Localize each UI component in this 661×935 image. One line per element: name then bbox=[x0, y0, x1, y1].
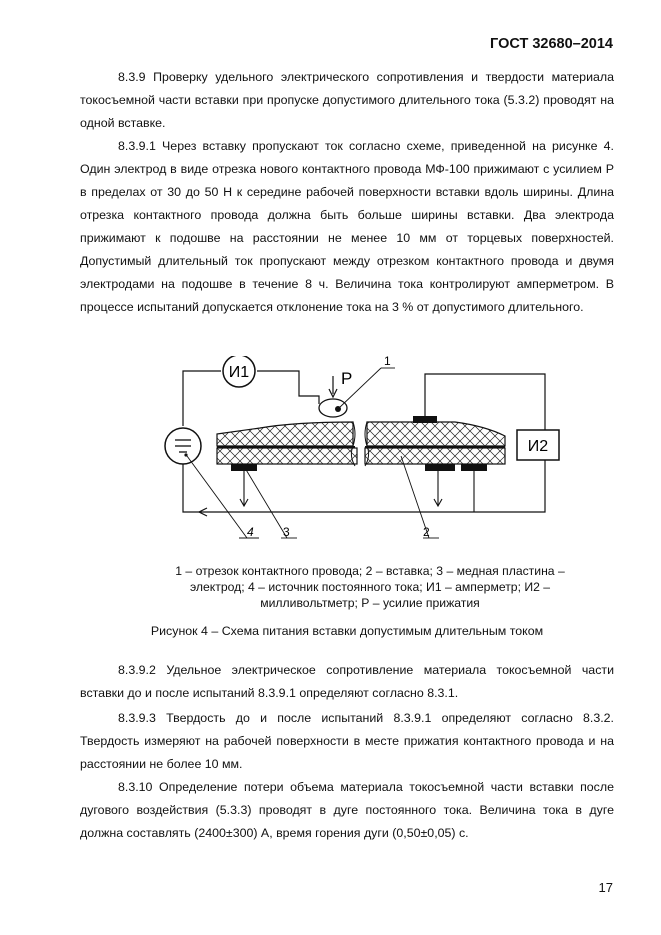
copper-plate-right-2 bbox=[461, 464, 487, 471]
paragraph-8-3-9-2: 8.3.9.2 Удельное электрическое сопротивление материала токосъемной части вставки до и после испытаний 8.3.9.1 определяют согласно 8.3.1. bbox=[80, 663, 614, 700]
legend-line: милливольтметр; Р – усилие прижатия bbox=[260, 596, 480, 610]
page-number: 17 bbox=[598, 880, 613, 895]
paragraph-8-3-9-3: 8.3.9.3 Твердость до и после испытаний 8.3.9.1 определяют согласно 8.3.2. Твердость измеряют на рабочей поверхности в месте прижатия контактного провода и на расстоянии не более 10 мм. bbox=[80, 711, 614, 771]
document-header: ГОСТ 32680–2014 bbox=[490, 36, 613, 52]
copper-plate-left bbox=[231, 464, 257, 471]
contact-wire-piece bbox=[319, 399, 347, 417]
force-label: Р bbox=[341, 369, 353, 388]
legend-line: 1 – отрезок контактного провода; 2 – вставка; 3 – медная пластина – bbox=[175, 564, 565, 578]
legend-line: электрод; 4 – источник постоянного тока; И1 – амперметр; И2 – bbox=[189, 580, 551, 594]
insert-right-base bbox=[365, 448, 505, 464]
figure-caption: Рисунок 4 – Схема питания вставки допустимым длительным током bbox=[150, 624, 544, 638]
insert-left-contact bbox=[217, 422, 353, 446]
insert-right-contact bbox=[367, 422, 505, 446]
figure-legend bbox=[120, 563, 620, 611]
copper-plate-right-1 bbox=[425, 464, 455, 471]
paragraph-8-3-10: 8.3.10 Определение потери объема материала токосъемной части вставки после дугового воздействия (5.3.3) проводят в дуге постоянного тока. Величина тока в дуге должна составлять (2400±300) А, время горения дуги (0,50±0,05) с. bbox=[80, 780, 614, 840]
millivoltmeter-label: И2 bbox=[527, 438, 549, 455]
callout-1: 1 bbox=[384, 356, 391, 368]
paragraph-8-3-9-1: 8.3.9.1 Через вставку пропускают ток согласно схеме, приведенной на рисунке 4. Один электрод в виде отрезка нового контактного провода МФ-100 прижимают с усилием Р в пределах от 30 до 50 Н к середине рабочей поверхности вставки вдоль ширины. Длина отрезка контактного провода должна быть больше ширины вставки. Два электрода прижимают к подошве на расстоянии не менее 10 мм от торцевых поверхностей. Допустимый длительный ток пропускают между отрезком контактного провода и двумя электродами на подошве в течение 8 ч. Величина тока контролируют амперметром. В процессе испытаний допускается отклонение тока на 3 % от допустимого длительного. bbox=[80, 139, 614, 314]
paragraph-8-3-9: 8.3.9 Проверку удельного электрического сопротивления и твердости материала токосъемной части вставки при пропуске допустимого длительного тока (5.3.2) проводят на одной вставке. bbox=[80, 70, 614, 130]
figure-4-diagram bbox=[155, 356, 565, 546]
ammeter-label: И1 bbox=[228, 364, 250, 381]
callout-3: 3 bbox=[283, 525, 290, 539]
callout-4: 4 bbox=[247, 525, 254, 539]
callout-2: 2 bbox=[423, 525, 430, 539]
insert-left-base bbox=[217, 448, 357, 464]
top-electrode bbox=[413, 416, 437, 423]
